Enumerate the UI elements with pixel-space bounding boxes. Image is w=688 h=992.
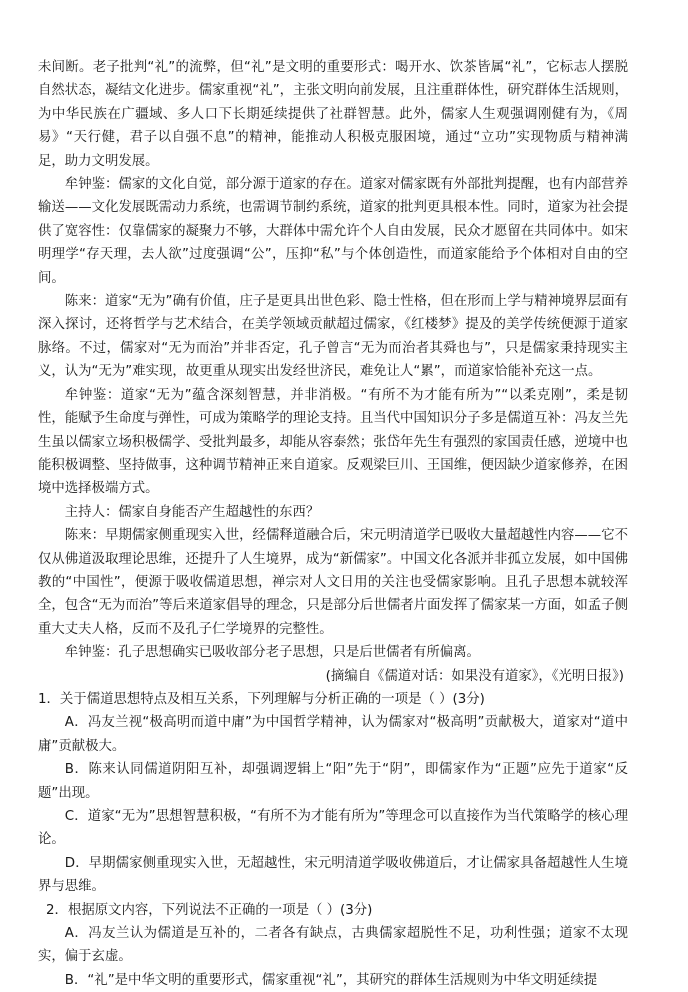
question-1-option-b: B．陈来认同儒道阴阳互补，却强调逻辑上“阳”先于“阴”，即儒家作为“正题”应先于道家“反题”出现。 bbox=[38, 762, 628, 801]
source-citation: (摘编自《儒道对话：如果没有道家》，《光明日报》) bbox=[325, 668, 624, 684]
question-2-option-a: A．冯友兰认为儒道是互补的，二者各有缺点，古典儒家超脱性不足，功利性强；道家不太现实，偏于玄虚。 bbox=[38, 926, 628, 965]
paragraph-chen-1: 陈来：道家“无为”确有价值，庄子是更具出世色彩、隐士性格，但在形而上学与精神境界层面有深入探讨，还将哲学与艺术结合，在美学领域贡献超过儒家，《红楼梦》提及的美学传统便源于道家脉络。不过，儒家对“无为而治”并非否定，孔子曾言“无为而治者其舜也与”，只是儒家秉持现实主义，认为“无为”难实现，故更重从现实出发经世济民，难免让人“累”，而道家恰能补充这一点。 bbox=[38, 294, 628, 380]
paragraph-intro: 未间断。老子批判“礼”的流弊，但“礼”是文明的重要形式：喝开水、饮茶皆属“礼”，它标志人摆脱自然状态，凝结文化进步。儒家重视“礼”，主张文明向前发展，且注重群体性，研究群体生活规则，为中华民族在广疆域、多人口下长期延续提供了社群智慧。此外，儒家人生观强调刚健有为，《周易》“天行健，君子以自强不息”的精神，能推动人积极克服困境，通过“立功”实现物质与精神满足，助力文明发展。 bbox=[38, 60, 628, 169]
question-1-option-c: C．道家“无为”思想智慧积极，“有所不为才能有所为”等理念可以直接作为当代策略学的核心理论。 bbox=[38, 809, 628, 848]
paragraph-mou-1: 牟钟鉴：儒家的文化自觉，部分源于道家的存在。道家对儒家既有外部批判提醒，也有内部营养输送——文化发展既需动力系统，也需调节制约系统，道家的批判更具根本性。同时，道家为社会提供了宽容性：仅靠儒家的凝聚力不够，大群体中需允许个人自由发展，民众才愿留在共同体中。如宋明理学“存天理，去人欲”过度强调“公”，压抑“私”与个体创造性，而道家能给予个体相对自由的空间。 bbox=[38, 177, 628, 286]
question-1-option-d: D．早期儒家侧重现实入世，无超越性，宋元明清道学吸收佛道后，才让儒家具备超越性人生境界与思维。 bbox=[38, 855, 628, 895]
paragraph-host: 主持人：儒家自身能否产生超越性的东西？ bbox=[64, 504, 320, 520]
paragraph-mou-3: 牟钟鉴：孔子思想确实已吸收部分老子思想，只是后世儒者有所偏离。 bbox=[64, 645, 480, 661]
paragraph-mou-2: 牟钟鉴：道家“无为”蕴含深刻智慧，并非消极。“有所不为才能有所为”“以柔克刚”，柔是韧性，能赋予生命度与弹性，可成为策略学的理论支持。且当代中国知识分子多是儒道互补：冯友兰先生虽以儒家立场积极儒学、受批判最多，却能从容泰然；张岱年先生有强烈的家国责任感，逆境中也能积极调整、坚持做事，这种调节精神正来自道家。反观梁巨川、王国维，便因缺少道家修养，在困境中选择极端方式。 bbox=[38, 387, 628, 497]
question-1-option-a: A．冯友兰视“极高明而道中庸”为中国哲学精神，认为儒家对“极高明”贡献极大，道家对“道中庸”贡献极大。 bbox=[38, 715, 628, 754]
paragraph-chen-2: 陈来：早期儒家侧重现实入世，经儒释道融合后，宋元明清道学已吸收大量超越性内容——它不仅从佛道汲取理论思维，还提升了人生境界，成为“新儒家”。中国文化各派并非孤立发展，如中国佛教的“中国性”，便源于吸收儒道思想，禅宗对人文日用的关注也受儒家影响。且孔子思想本就较浑全，包含“无为而治”等后来道家倡导的理念，只是部分后世儒者片面发挥了儒家某一方面，如孟子侧重大丈夫人格，反而不及孔子仁学境界的完整性。 bbox=[38, 528, 628, 637]
question-2-stem: 2．根据原文内容，下列说法不正确的一项是（ ）(3分) bbox=[46, 902, 373, 918]
question-2-option-b: B．“礼”是中华文明的重要形式，儒家重视“礼”，其研究的群体生活规则为中华文明延续提 bbox=[64, 972, 598, 988]
question-1-stem: 1．关于儒道思想特点及相互关系，下列理解与分析正确的一项是（ ）(3分) bbox=[38, 691, 485, 707]
